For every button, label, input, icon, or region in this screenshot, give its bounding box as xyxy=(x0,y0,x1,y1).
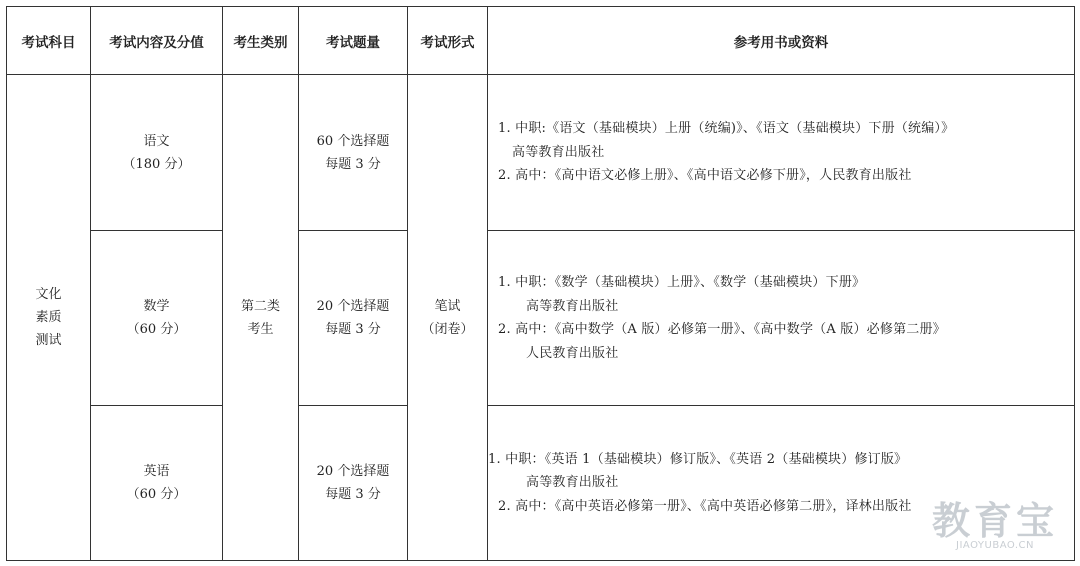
reference-line: 1. 中职:《语文（基础模块）上册（统编)》、《语文（基础模块）下册（统编）》 xyxy=(498,121,955,137)
content-name: 英语 xyxy=(143,464,170,479)
table-row xyxy=(7,75,1075,231)
exam-form-cell xyxy=(408,75,488,561)
subject-line: 文化 xyxy=(35,287,62,302)
question-count-line: 20 个选择题 xyxy=(316,464,390,479)
question-count-cell xyxy=(299,406,408,561)
content-cell xyxy=(91,406,223,561)
candidate-type-cell xyxy=(223,75,299,561)
content-name: 语文 xyxy=(143,133,170,149)
content-cell xyxy=(91,75,223,231)
reference-line: 高等教育出版社 xyxy=(512,144,605,160)
reference-line: 2. 高中：《高中数学（A 版）必修第一册》、《高中数学（A 版）必修第二册》 xyxy=(498,322,946,337)
subject-cell xyxy=(7,75,91,561)
watermark-title: 教育宝 xyxy=(931,499,1058,543)
content-score: （60 分） xyxy=(126,487,187,502)
reference-cell xyxy=(488,75,1075,231)
subject-line: 测试 xyxy=(35,333,62,348)
watermark-url: JIAOYUBAO.CN xyxy=(956,540,1034,551)
exam-form-line: 笔试 xyxy=(434,298,461,314)
reference-line: 1. 中职：《英语 1（基础模块）修订版》、《英语 2（基础模块）修订版》 xyxy=(488,451,908,467)
question-count-cell xyxy=(299,231,408,406)
question-score-line: 每题 3 分 xyxy=(325,487,381,502)
content-score: （60 分） xyxy=(126,322,187,337)
reference-line: 高等教育出版社 xyxy=(526,475,619,491)
exam-table xyxy=(6,6,1075,561)
header-subject: 考试科目 xyxy=(7,7,91,75)
question-count-line: 60 个选择题 xyxy=(316,133,390,149)
content-name: 数学 xyxy=(143,299,170,314)
candidate-type-line: 第二类 xyxy=(240,298,280,314)
table-row xyxy=(7,231,1075,406)
header-candidate-type: 考生类别 xyxy=(223,7,299,75)
subject-line: 素质 xyxy=(35,310,62,325)
reference-line: 2. 高中：《高中语文必修上册》、《高中语文必修下册》，人民教育出版社 xyxy=(498,168,912,184)
question-count-cell xyxy=(299,75,408,231)
exam-form-line: （闭卷） xyxy=(421,321,474,337)
question-score-line: 每题 3 分 xyxy=(325,322,381,337)
reference-cell xyxy=(488,231,1075,406)
header-row xyxy=(7,7,1075,75)
reference-line: 高等教育出版社 xyxy=(526,298,619,314)
candidate-type-line: 考生 xyxy=(247,321,274,337)
content-cell xyxy=(91,231,223,406)
reference-line: 1. 中职：《数学（基础模块）上册》、《数学（基础模块）下册》 xyxy=(498,275,866,290)
watermark-logo xyxy=(931,499,1058,552)
table-row xyxy=(7,406,1075,561)
question-count-line: 20 个选择题 xyxy=(316,299,390,314)
header-content: 考试内容及分值 xyxy=(91,7,223,75)
header-reference: 参考用书或资料 xyxy=(488,7,1075,75)
reference-line: 2. 高中：《高中英语必修第一册》、《高中英语必修第二册》，译林出版社 xyxy=(498,498,912,514)
reference-line: 人民教育出版社 xyxy=(526,345,619,361)
question-score-line: 每题 3 分 xyxy=(325,156,381,172)
header-question-count: 考试题量 xyxy=(299,7,408,75)
content-score: （180 分） xyxy=(122,156,191,172)
header-exam-form: 考试形式 xyxy=(408,7,488,75)
